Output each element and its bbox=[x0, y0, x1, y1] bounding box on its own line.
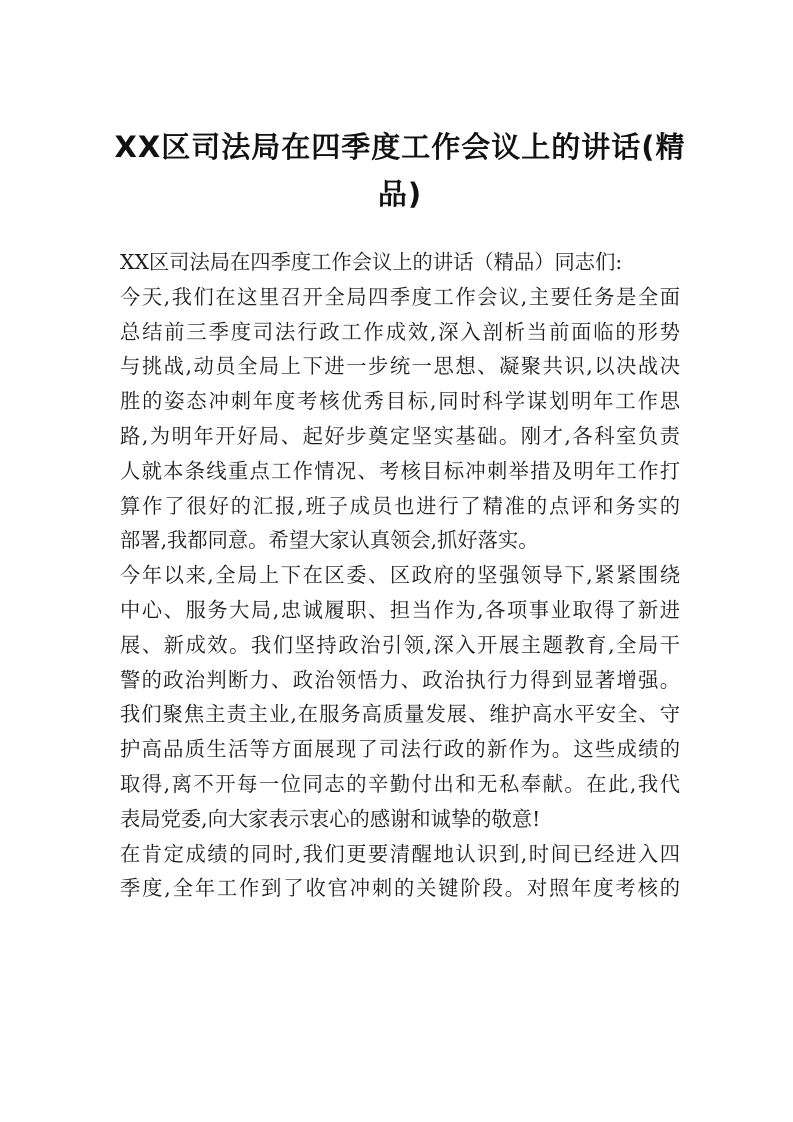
document-body bbox=[120, 245, 680, 906]
text-line: 警的政治判断力、政治领悟力、政治执行力得到显著增强。 bbox=[120, 667, 680, 692]
text-line: 季度,全年工作到了收官冲刺的关键阶段。对照年度考核的 bbox=[120, 876, 680, 901]
text-line: 表局党委,向大家表示衷心的感谢和诚挚的敬意! bbox=[120, 806, 541, 831]
text-line: 取得,离不开每一位同志的辛勤付出和无私奉献。在此,我代 bbox=[120, 771, 680, 796]
text-line: 中心、服务大局,忠诚履职、担当作为,各项事业取得了新进 bbox=[120, 597, 680, 622]
text-line: 今天,我们在这里召开全局四季度工作会议,主要任务是全面 bbox=[120, 284, 680, 309]
text-line: 在肯定成绩的同时,我们更要清醒地认识到,时间已经进入四 bbox=[120, 841, 680, 866]
title-line: 品) bbox=[377, 177, 423, 211]
text-line: 算作了很好的汇报,班子成员也进行了精准的点评和务实的 bbox=[120, 493, 680, 518]
text-line: 路,为明年开好局、起好步奠定坚实基础。刚才,各科室负责 bbox=[120, 423, 680, 448]
text-line: 胜的姿态冲刺年度考核优秀目标,同时科学谋划明年工作思 bbox=[120, 389, 680, 414]
text-line: XX区司法局在四季度工作会议上的讲话（精品）同志们: bbox=[120, 250, 623, 274]
paragraph-challenges bbox=[120, 837, 680, 907]
text-line: 今年以来,全局上下在区委、区政府的坚强领导下,紧紧围绕 bbox=[120, 563, 680, 588]
text-line: 护高品质生活等方面展现了司法行政的新作为。这些成绩的 bbox=[120, 737, 680, 762]
paragraph-achievements bbox=[120, 558, 680, 836]
document-title bbox=[110, 124, 690, 218]
paragraph-opening bbox=[120, 280, 680, 558]
text-line: 部署,我都同意。希望大家认真领会,抓好落实。 bbox=[120, 528, 539, 553]
text-line: 展、新成效。我们坚持政治引领,深入开展主题教育,全局干 bbox=[120, 632, 680, 657]
text-line: 与挑战,动员全局上下进一步统一思想、凝聚共识,以决战决 bbox=[120, 354, 680, 379]
paragraph-intro bbox=[120, 245, 680, 280]
text-line: 总结前三季度司法行政工作成效,深入剖析当前面临的形势 bbox=[120, 319, 680, 344]
title-line: XX区司法局在四季度工作会议上的讲话(精 bbox=[114, 130, 686, 164]
text-line: 我们聚焦主责主业,在服务高质量发展、维护高水平安全、守 bbox=[120, 702, 680, 727]
text-line: 人就本条线重点工作情况、考核目标冲刺举措及明年工作打 bbox=[120, 458, 680, 483]
